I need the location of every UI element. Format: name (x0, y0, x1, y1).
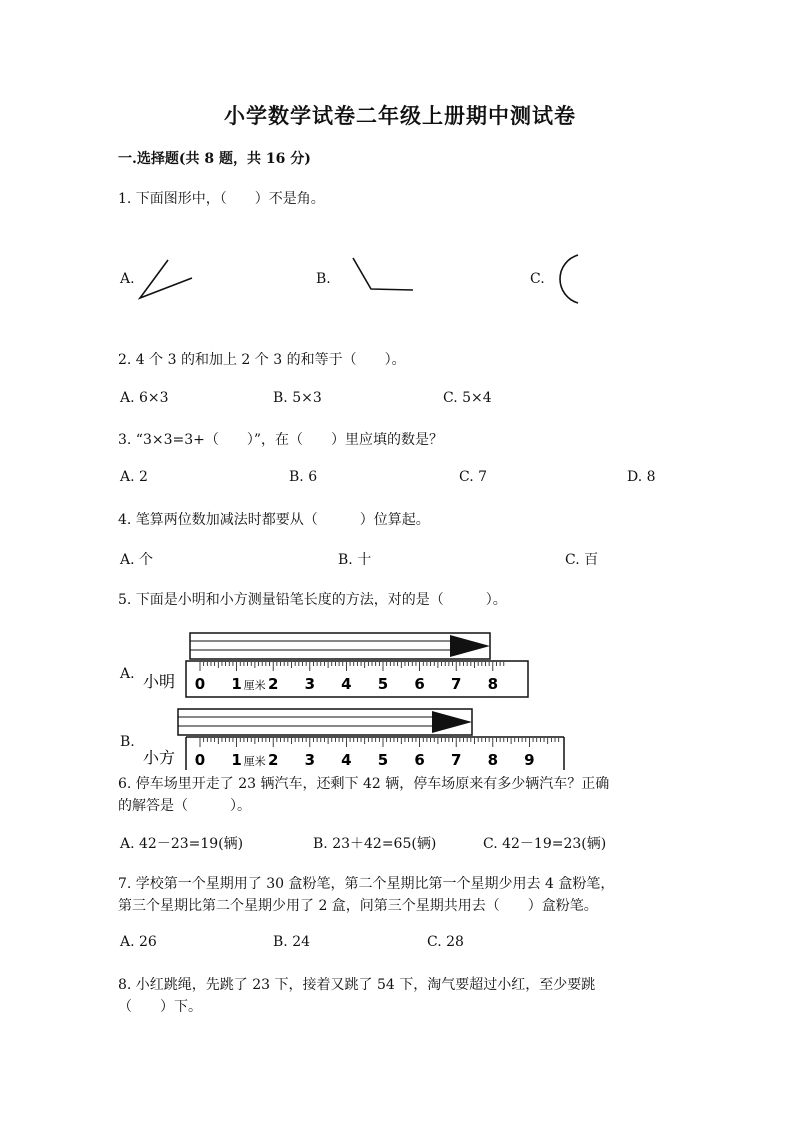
q4-option-a: A. 个 (120, 552, 154, 568)
q2-option-b: B. 5×3 (273, 390, 322, 406)
q6-option-a: A. 42－23=19(辆) (120, 836, 244, 852)
page-title: 小学数学试卷二年级上册期中测试卷 (224, 103, 576, 128)
q1-option-b-label: B. (316, 271, 331, 287)
q4-option-b: B. 十 (338, 552, 372, 568)
q7-option-a: A. 26 (120, 934, 157, 950)
question-6-line-1: 6. 停车场里开走了 23 辆汽车，还剩下 42 辆，停车场原来有多少辆汽车？正确 (118, 776, 610, 792)
pencil-b-body (178, 709, 472, 735)
ruler-a-unit: 厘米 (243, 679, 266, 692)
q5-option-a-label: A. (120, 666, 135, 682)
q1-arc-figure-c (545, 250, 590, 310)
question-8-line-1: 8. 小红跳绳，先跳了 23 下，接着又跳了 54 下，淘气要超过小红，至少要跳 (118, 977, 596, 993)
q6-option-c: C. 42－19=23(辆) (483, 836, 607, 852)
question-1: 1. 下面图形中，（ ）不是角。 (118, 191, 325, 207)
xiaoming-label: 小明 (143, 672, 176, 691)
xiaofang-measurement (143, 709, 564, 770)
question-5: 5. 下面是小明和小方测量铅笔长度的方法，对的是（ ）。 (118, 592, 507, 608)
ruler-a-number: 1 (231, 675, 242, 693)
ruler-a-number: 0 (194, 675, 206, 693)
q7-option-b: B. 24 (273, 934, 311, 950)
q6-option-b: B. 23＋42=65(辆) (313, 836, 437, 852)
section-heading: 一.选择题(共 8 题，共 16 分) (118, 151, 311, 167)
ruler-b-number: 9 (524, 751, 535, 769)
question-4: 4. 笔算两位数加减法时都要从（ ）位算起。 (118, 512, 430, 528)
q3-option-d: D. 8 (627, 469, 656, 485)
question-3: 3. “3×3=3+（ ）”，在（ ）里应填的数是？ (118, 432, 444, 448)
ruler-b-number: 2 (267, 751, 279, 769)
pencil-a-body (190, 633, 490, 659)
ruler-a-number: 7 (450, 675, 462, 693)
xiaoming-measurement (143, 633, 528, 697)
ruler-b-number: 4 (341, 751, 352, 769)
ruler-b-number: 7 (450, 751, 462, 769)
q4-option-c: C. 百 (565, 552, 599, 568)
xiaofang-label: 小方 (143, 748, 176, 767)
question-2: 2. 4 个 3 的和加上 2 个 3 的和等于（ ）。 (118, 352, 406, 368)
ruler-b-number: 3 (304, 751, 316, 769)
ruler-a-number: 4 (341, 675, 352, 693)
ruler-a-number: 6 (414, 675, 425, 693)
question-7-line-2: 第三个星期比第二个星期少用了 2 盒，问第三个星期共用去（ ）盒粉笔。 (118, 898, 598, 914)
ruler-b-number: 5 (377, 751, 389, 769)
ruler-a-number: 3 (304, 675, 316, 693)
q5-ruler-figure (130, 625, 580, 770)
q3-option-a: A. 2 (120, 469, 148, 485)
q7-option-c: C. 28 (427, 934, 464, 950)
ruler-b-unit: 厘米 (243, 755, 266, 768)
question-7-line-1: 7. 学校第一个星期用了 30 盒粉笔，第二个星期比第一个星期少用去 4 盒粉笔， (118, 876, 615, 892)
q5-option-b-label: B. (120, 734, 135, 750)
q2-option-a: A. 6×3 (120, 390, 169, 406)
ruler-b-number: 8 (487, 751, 499, 769)
ruler-b-number: 1 (231, 751, 242, 769)
q3-option-b: B. 6 (289, 469, 318, 485)
ruler-a-number: 5 (377, 675, 389, 693)
ruler-b-number: 6 (414, 751, 425, 769)
q1-angle-figure-b (345, 252, 420, 297)
q1-angle-figure-a (135, 255, 200, 305)
ruler-b-number: 0 (194, 751, 206, 769)
q1-option-c-label: C. (530, 271, 545, 287)
q1-option-a-label: A. (120, 271, 135, 287)
question-6-line-2: 的解答是（ ）。 (118, 798, 251, 814)
q2-option-c: C. 5×4 (443, 390, 492, 406)
ruler-a-number: 2 (267, 675, 279, 693)
question-8-line-2: （ ）下。 (118, 999, 202, 1015)
q3-option-c: C. 7 (459, 469, 488, 485)
ruler-a-number: 8 (487, 675, 499, 693)
